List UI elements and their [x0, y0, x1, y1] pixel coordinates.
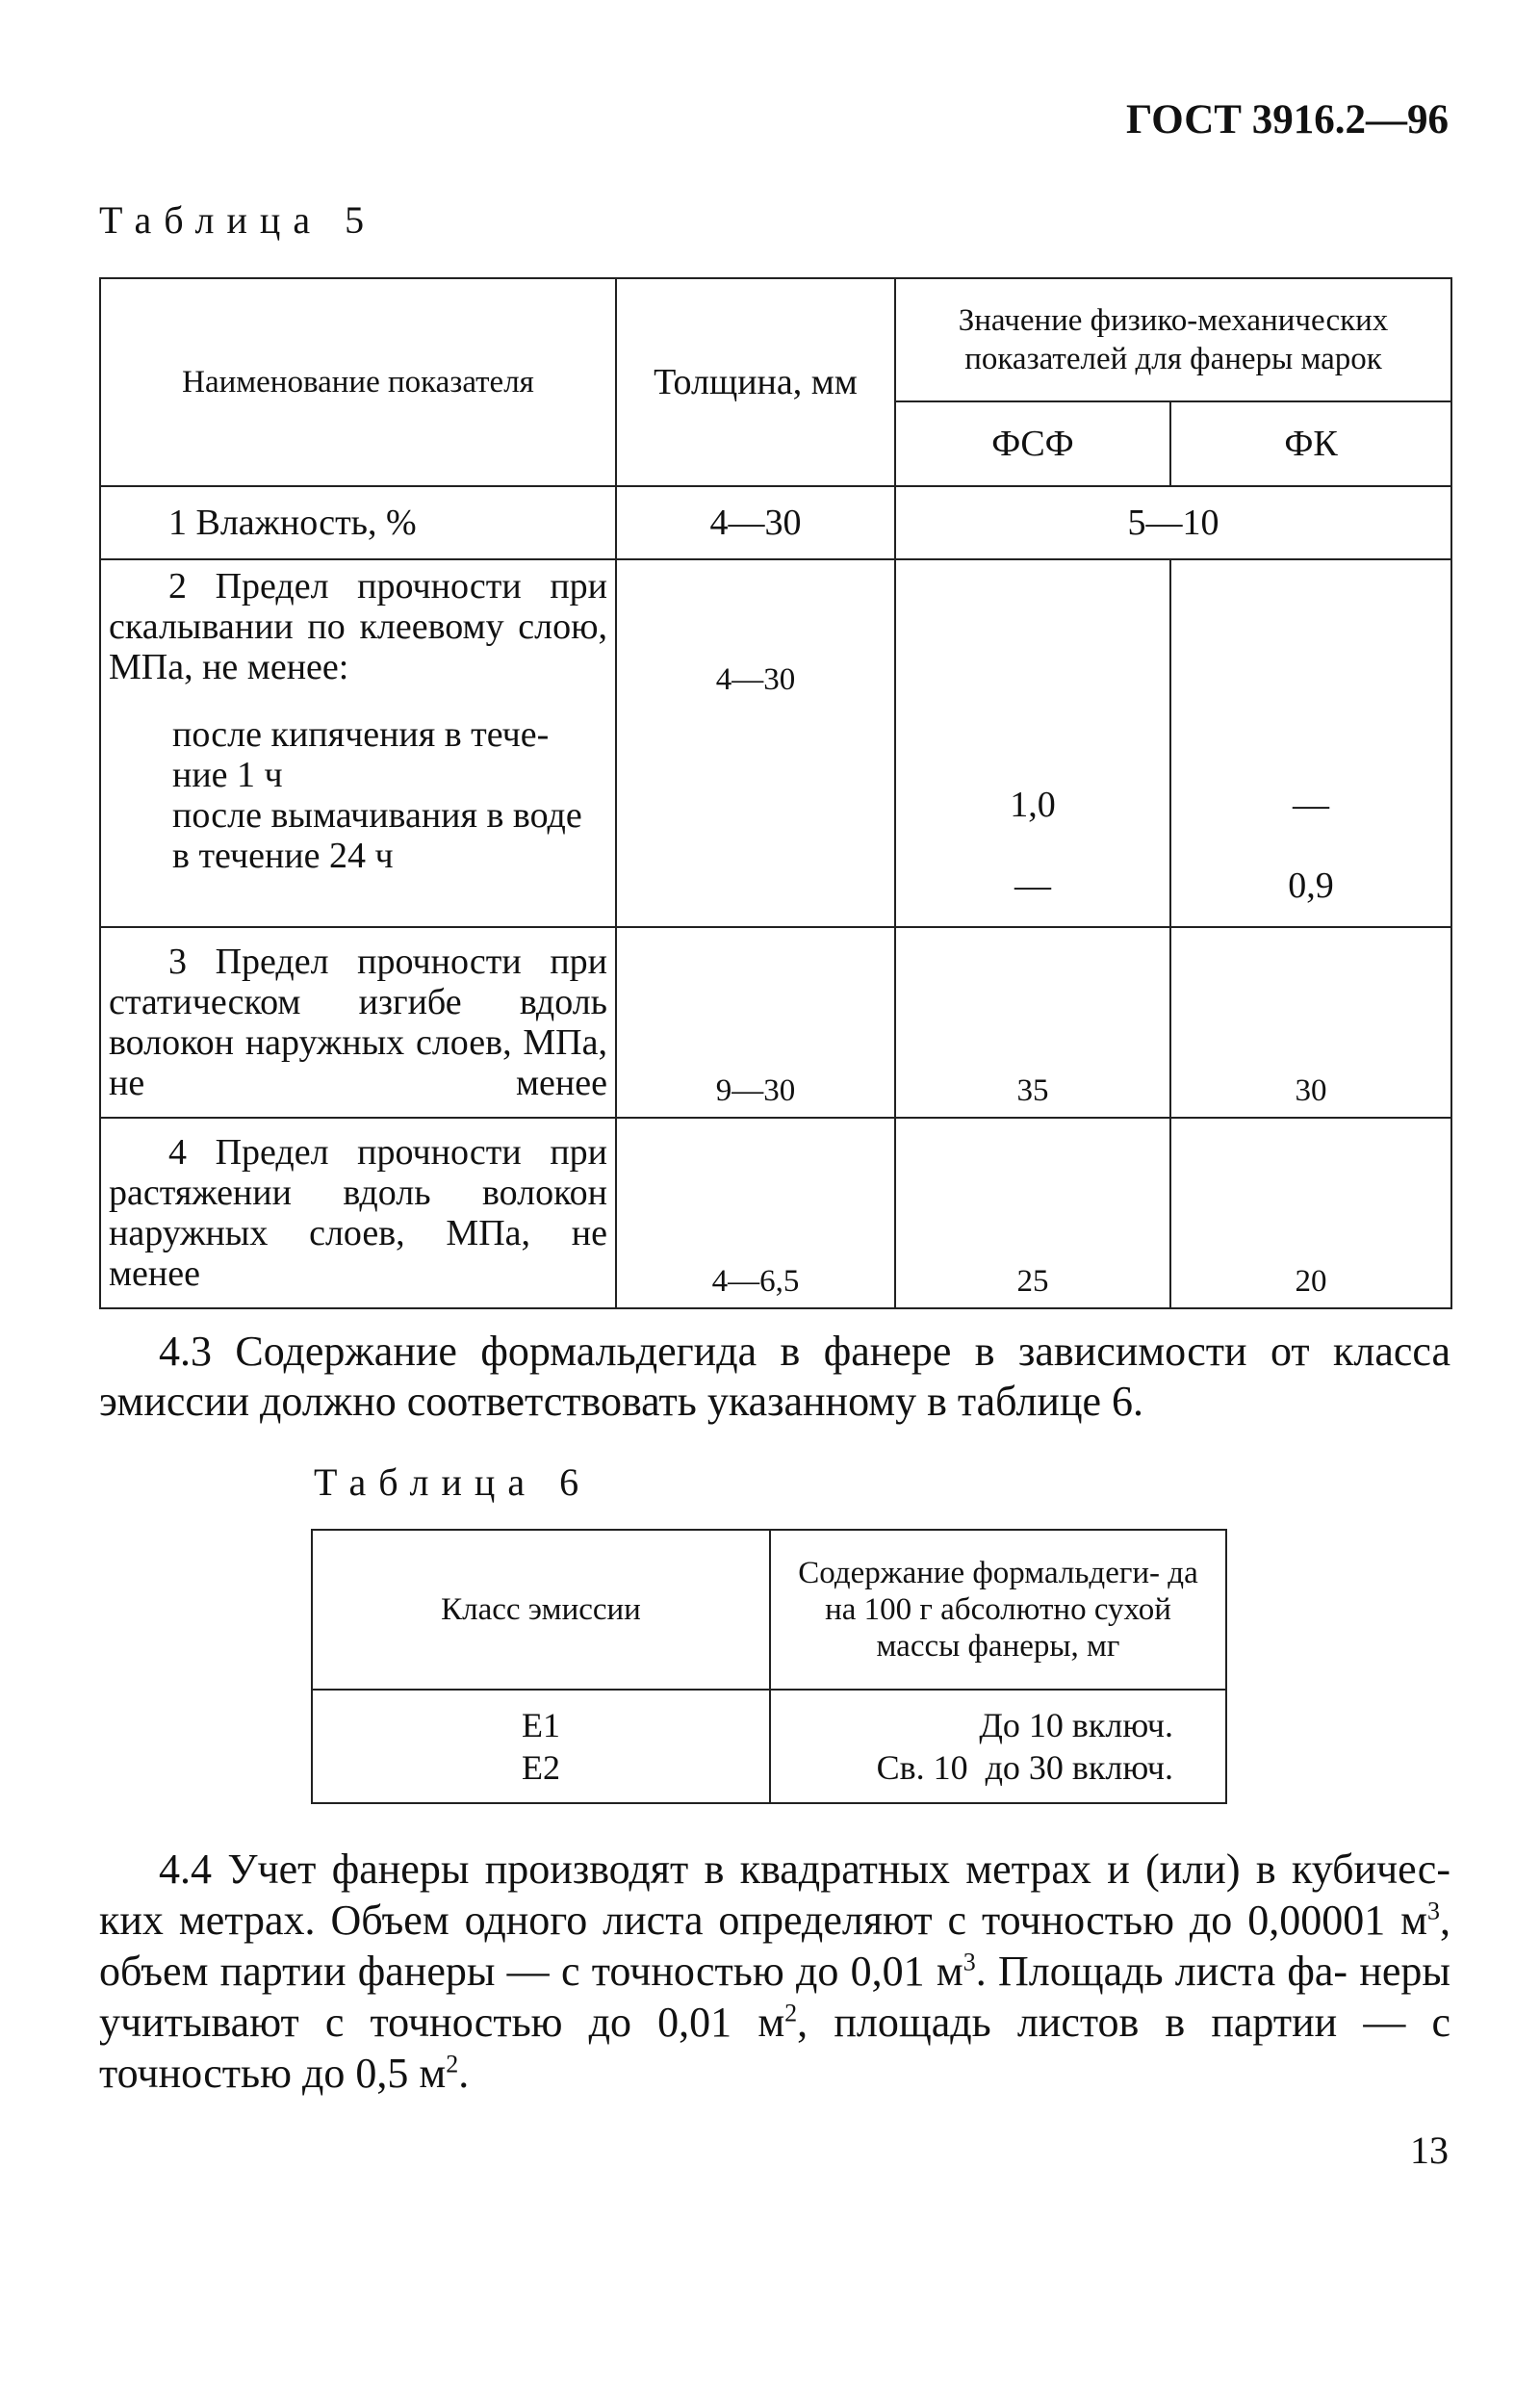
table6-header-content: Содержание формальдеги- да на 100 г абсолютно сухой массы фанеры, мг	[770, 1530, 1226, 1690]
row-label: 2 Предел прочности при скалывании по клеевому слою, МПа, не менее: после кипячения в тече- ние 1 ч после вымачивания в воде в течение 24 ч	[100, 559, 616, 927]
sub-label-soaking: после вымачивания в воде в течение 24 ч	[172, 795, 582, 876]
table-row	[100, 559, 1451, 927]
page-number: 13	[1410, 2129, 1449, 2172]
table5-caption: Таблица 5	[99, 198, 377, 242]
table-row	[100, 1118, 1451, 1308]
table5-header-thickness: Толщина, мм	[616, 278, 895, 486]
table6	[311, 1529, 1227, 1804]
table5	[99, 277, 1452, 1309]
row-fsf: 35	[895, 927, 1170, 1118]
row-thickness: 9—30	[616, 927, 895, 1118]
table-row	[312, 1690, 1226, 1803]
row-thickness: 4—30	[616, 559, 895, 927]
sub-label-boiling: после кипячения в тече- ние 1 ч	[172, 714, 550, 795]
table-row	[100, 927, 1451, 1118]
paragraph-4-3: 4.3 Содержание формальдегида в фанере в зависимости от класса эмиссии должно соответствовать указанному в таблице 6.	[99, 1328, 1450, 1425]
table5-header-values: Значение физико-механических показателей для фанеры марок	[895, 278, 1451, 401]
formaldehyde-values: До 10 включ. Св. 10 до 30 включ.	[770, 1690, 1226, 1803]
table6-header-class: Класс эмиссии	[312, 1530, 770, 1690]
row-fsf: 1,0 —	[895, 559, 1170, 927]
row-fsf: 25	[895, 1118, 1170, 1308]
row-label: 1 Влажность, %	[100, 486, 616, 559]
row-label: 4 Предел прочности при растяжении вдоль волокон наружных слоев, МПа, не менее	[100, 1118, 616, 1308]
row-fk: — 0,9	[1170, 559, 1451, 927]
row-thickness: 4—30	[616, 486, 895, 559]
document-header: ГОСТ 3916.2—96	[1126, 97, 1449, 142]
row-thickness: 4—6,5	[616, 1118, 895, 1308]
emission-classes: E1 E2	[312, 1690, 770, 1803]
table5-header-name: Наименование показателя	[100, 278, 616, 486]
row-value-merged: 5—10	[895, 486, 1451, 559]
table-row	[100, 486, 1451, 559]
table5-header-fsf: ФСФ	[895, 401, 1170, 486]
row-fk: 20	[1170, 1118, 1451, 1308]
paragraph-4-4: 4.4 Учет фанеры производят в квадратных метрах и (или) в кубичес- ких метрах. Объем одного листа определяют с точностью до 0,00001 $м^3$, объем партии фанеры — с точностью до 0,01 $м^3$. Площадь листа фа- неры учитывают с точностью до 0,01 $м^2$, площадь листов в партии — с точностью до 0,5 $м^2$.	[99, 1846, 1450, 2097]
table6-caption: Таблица 6	[314, 1460, 592, 1504]
row-label: 3 Предел прочности при статическом изгибе вдоль волокон наружных слоев, МПа, не менее	[100, 927, 616, 1118]
row-fk: 30	[1170, 927, 1451, 1118]
table5-header-fk: ФК	[1170, 401, 1451, 486]
